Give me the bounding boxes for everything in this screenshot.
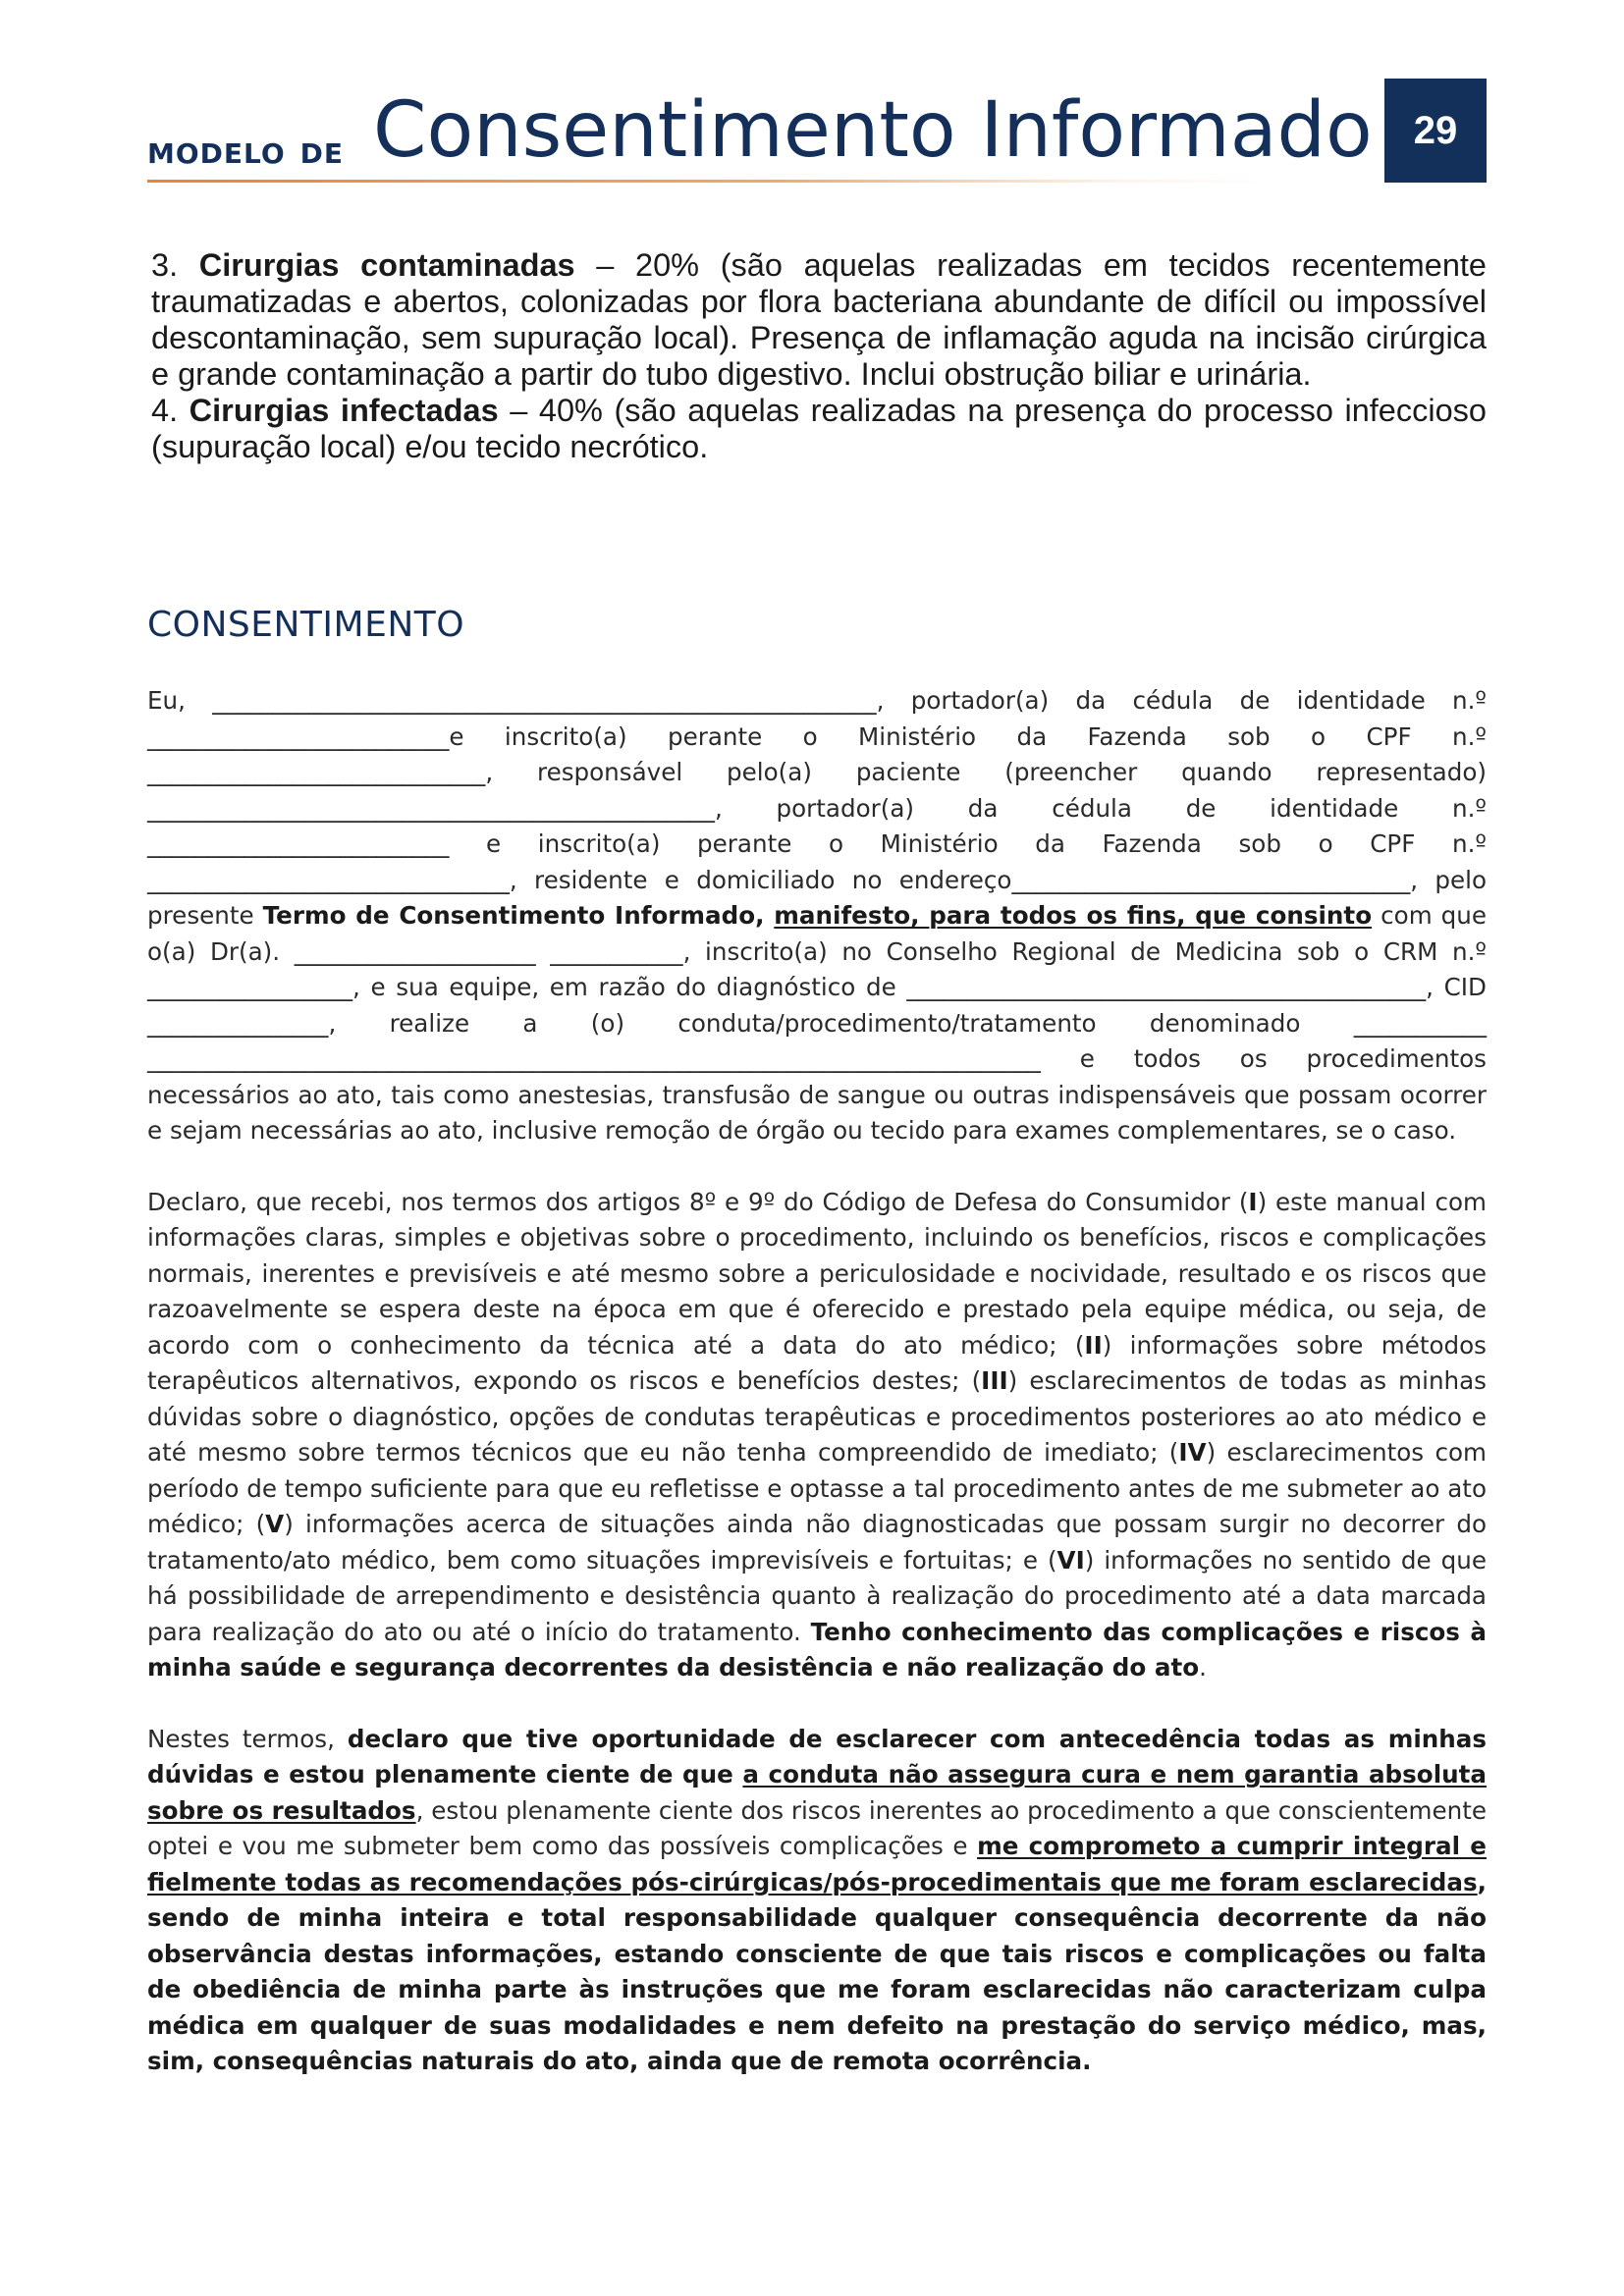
intro-list <box>151 247 1487 465</box>
roman-numeral: IV <box>1178 1438 1207 1467</box>
page-title: Consentimento Informado <box>373 86 1373 175</box>
consent-body <box>147 683 1487 2115</box>
bold-text: declaro que tive oportunidade de esclarecer com antecedência todas as minhas dúvidas e estou plenamente ciente de que <box>147 1724 1488 1789</box>
text-run: ) informações acerca de situações ainda não diagnosticadas que possam surgir no decorrer do tratamento/ato médico, bem como situações imprevisíveis e fortuitas; e ( <box>147 1510 1487 1575</box>
item-number: 3. <box>151 247 179 283</box>
text-run: Nestes termos, <box>147 1724 348 1753</box>
bold-text: , sendo de minha inteira e total responsabilidade qualquer consequência decorrente da não observância destas informações, estando consciente de que tais riscos e complicações ou falta de obediência de minha parte às instruções que me foram esclarecidas não caracterizam culpa médica em qualquer de suas modalidades e nem defeito na prestação do serviço médico, mas, sim, consequências naturais do ato, ainda que de remota ocorrência. <box>147 1867 1487 2075</box>
text-run: ) informações no sentido de que há possibilidade de arrependimento e desistência quanto à realização do procedimento até a data marcada para realização do ato ou até o início do tratamento. <box>147 1545 1487 1646</box>
roman-numeral: VI <box>1056 1545 1085 1575</box>
item-text: – 20% (são aquelas realizadas em tecidos recentemente traumatizadas e abertos, colonizadas por flora bacteriana abundante de difícil ou impossível descontaminação, sem supuração local). Presença de inflamação aguda na incisão cirúrgica e grande contaminação a partir do tubo digestivo. Inclui obstrução biliar e urinária. <box>151 247 1488 392</box>
header-modelo-label: modelo de <box>147 128 344 173</box>
text-run: . <box>1199 1653 1207 1682</box>
item-title: Cirurgias contaminadas <box>198 247 575 283</box>
roman-numeral: V <box>265 1510 285 1538</box>
page-number-badge: 29 <box>1384 79 1487 183</box>
text-run: ) informações sobre métodos terapêuticos alternativos, expondo os riscos e benefícios destes; ( <box>147 1330 1487 1395</box>
text-run: ) esclarecimentos com período de tempo suficiente para que eu refletisse e optasse a tal procedimento antes de me submeter ao ato médico; ( <box>147 1438 1487 1538</box>
section-heading: CONSENTIMENTO <box>147 605 465 645</box>
text-run: ) este manual com informações claras, simples e objetivas sobre o procedimento, incluindo os benefícios, riscos e complicações normais, inerentes e previsíveis e até mesmo sobre a periculosidade e nocividade, resultado e os riscos que razoavelmente se espera deste na época em que é oferecido e prestado pela equipe médica, ou seja, de acordo com o conhecimento da técnica até a data do ato médico; ( <box>147 1187 1487 1360</box>
consent-paragraph-3 <box>147 1722 1487 2080</box>
item-text: – 40% (são aquelas realizadas na presença do processo infeccioso (supuração local) e/ou tecido necrótico. <box>151 393 1487 464</box>
text-run: ) esclarecimentos de todas as minhas dúvidas sobre o diagnóstico, opções de condutas terapêuticas e procedimentos posteriores ao ato médico e até mesmo sobre termos técnicos que eu não tenha compreendido de imediato; ( <box>147 1366 1487 1467</box>
consent-paragraph-2 <box>147 1185 1487 1686</box>
roman-numeral: I <box>1248 1187 1258 1216</box>
page-header <box>147 86 1373 185</box>
underlined-text: me comprometo a cumprir integral e fielmente todas as recomendações pós-cirúrgicas/pós-procedimentais que me foram esclarecidas <box>147 1832 1487 1896</box>
list-item <box>151 393 1487 465</box>
consent-paragraph-1 <box>147 683 1487 1149</box>
header-divider <box>147 180 1276 183</box>
roman-numeral: II <box>1084 1330 1103 1360</box>
roman-numeral: III <box>981 1366 1008 1395</box>
bold-text: Termo de Consentimento Informado, <box>262 901 775 930</box>
text-run: Eu, _______________________________________________________, portador(a) da cédula de identidade n.º _________________________e inscrito(a) perante o Ministério da Fazenda sob o CPF n.º ____________________________, responsável pelo(a) paciente (preencher quando representado) _______________________________________________, portador(a) da cédula de identidade n.º _________________________ e inscrito(a) perante o Ministério da Fazenda sob o CPF n.º ______________________________, residente e domiciliado no endereço_________________________________, pelo presente <box>147 686 1487 930</box>
item-number: 4. <box>151 393 179 428</box>
text-run: com que o(a) Dr(a). ____________________ ___________, inscrito(a) no Conselho Regional de Medicina sob o CRM n.º _________________, e sua equipe, em razão do diagnóstico de ___________________________________________, CID _______________, realize a (o) conduta/procedimento/tratamento denominado ___________ __________________________________________________________________________ e todos os procedimentos necessários ao ato, tais como anestesias, transfusão de sangue ou outras indispensáveis que possam ocorrer e sejam necessárias ao ato, inclusive remoção de órgão ou tecido para exames complementares, se o caso. <box>147 901 1488 1145</box>
text-run: , estou plenamente ciente dos riscos inerentes ao procedimento a que conscientemente optei e vou me submeter bem como das possíveis complicações e <box>147 1795 1487 1860</box>
underlined-text: a conduta não assegura cura e nem garantia absoluta sobre os resultados <box>147 1760 1487 1825</box>
item-title: Cirurgias infectadas <box>189 393 499 428</box>
bold-text: Tenho conhecimento das complicações e riscos à minha saúde e segurança decorrentes da desistência e não realização do ato <box>147 1617 1487 1682</box>
underlined-text: manifesto, para todos os fins, que consinto <box>774 901 1373 930</box>
list-item <box>151 247 1487 393</box>
text-run: Declaro, que recebi, nos termos dos artigos 8º e 9º do Código de Defesa do Consumidor ( <box>147 1187 1249 1216</box>
